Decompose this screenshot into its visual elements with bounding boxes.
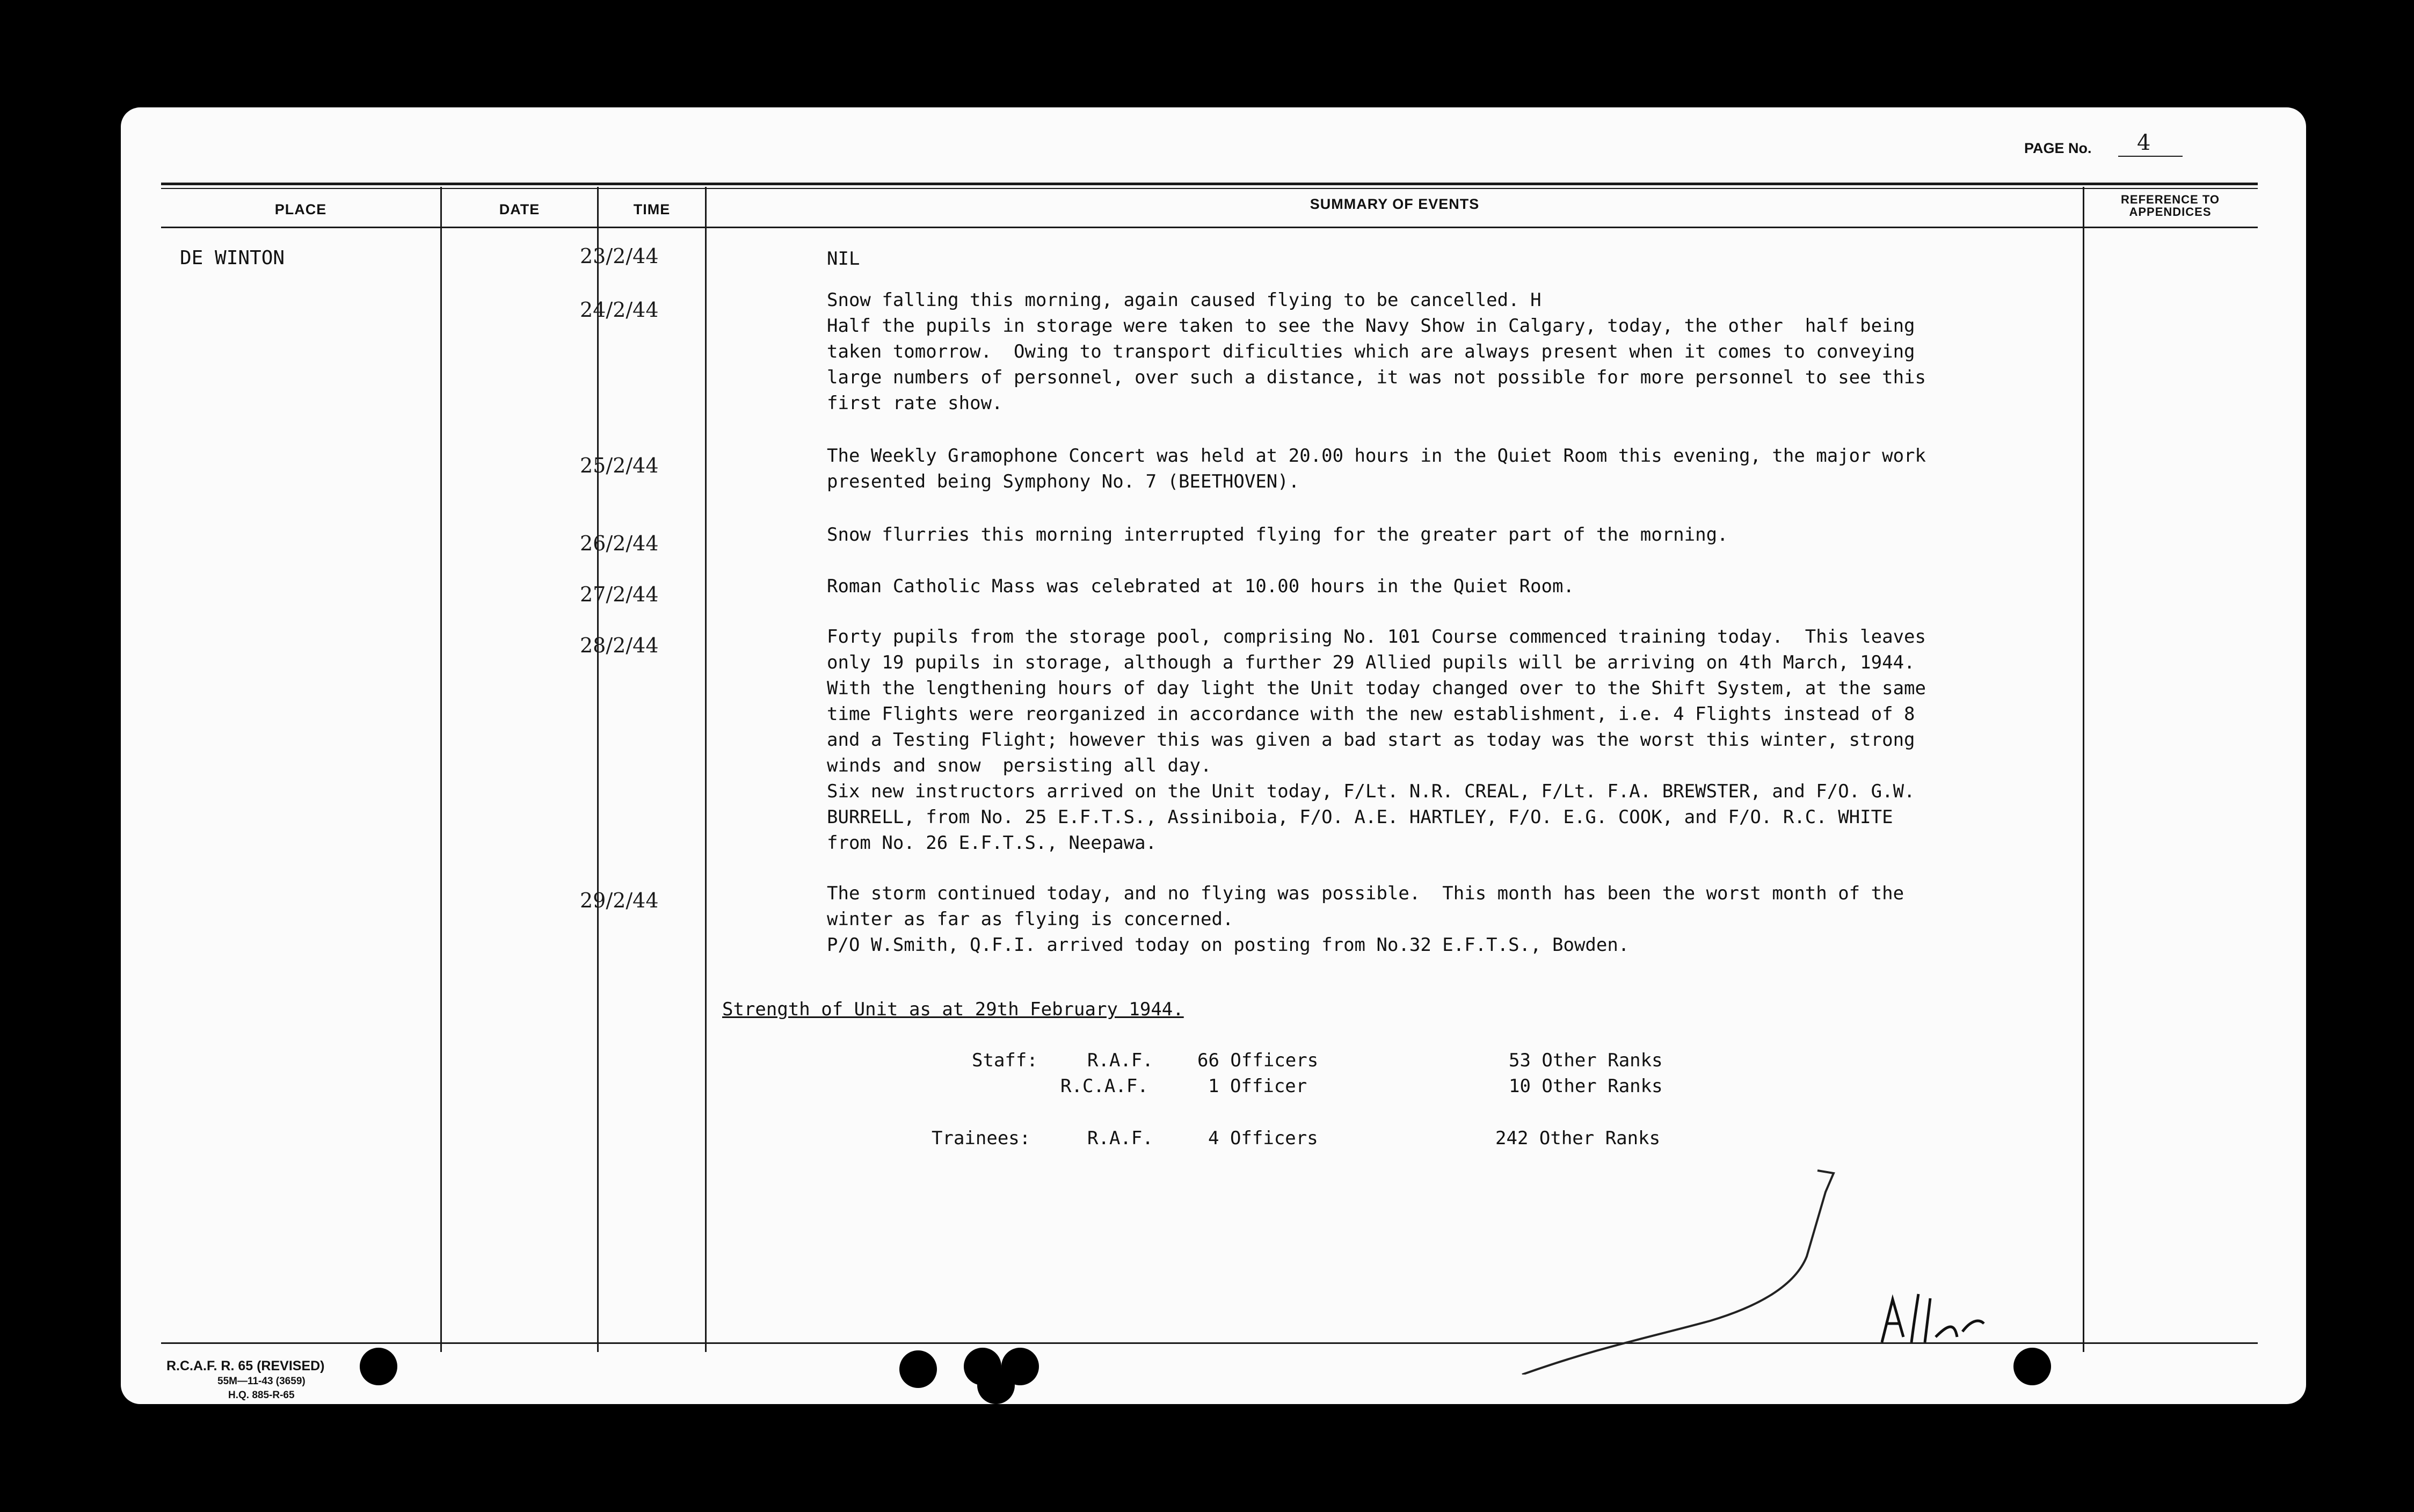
header-date: DATE xyxy=(499,201,540,217)
staff-label: Staff: xyxy=(972,1050,1038,1071)
entry-text: The Weekly Gramophone Concert was held at 20.00 hours in the Quiet Room this evening, the major work presented being Symphony No. 7 (BEETHOVEN). xyxy=(827,445,1926,492)
page-number-label: PAGE No. xyxy=(2024,140,2092,156)
entry-text: Snow falling this morning, again caused flying to be cancelled. H Half the pupils in storage were taken to see the Navy Show in Calgary, today, the other half being taken tomorrow. Owing to transport dificulties which are always present when it comes to conveying large numbers of personnel, over such a distance, it was not possible for more personnel to see this first rate show. xyxy=(827,289,1926,414)
top-rule-thin xyxy=(161,188,2258,189)
trainees-label: Trainees: xyxy=(932,1128,1031,1149)
strength-officers: 4 Officers xyxy=(1208,1128,1318,1149)
strength-title: Strength of Unit as at 29th February 1944. xyxy=(722,999,1184,1020)
entry-date: 23/2/44 xyxy=(580,244,659,268)
entry-date: 26/2/44 xyxy=(580,532,659,555)
punch-hole xyxy=(2013,1348,2051,1385)
entry-date: 28/2/44 xyxy=(580,634,659,657)
strength-officers: 1 Officer xyxy=(1208,1075,1307,1097)
col-divider-date-time xyxy=(597,187,599,1352)
signature xyxy=(1517,1160,2000,1375)
strength-officers: 66 Officers xyxy=(1197,1050,1319,1071)
strength-force: R.A.F. xyxy=(1087,1128,1153,1149)
entry-text: Roman Catholic Mass was celebrated at 10.00 hours in the Quiet Room. xyxy=(827,576,1574,597)
form-print-code: 55M—11-43 (3659) xyxy=(217,1376,306,1387)
entry-date: 25/2/44 xyxy=(580,454,659,477)
punch-hole xyxy=(977,1366,1015,1404)
form-hq-code: H.Q. 885-R-65 xyxy=(228,1390,295,1401)
page-number-value: 4 xyxy=(2137,130,2151,155)
header-place: PLACE xyxy=(274,201,327,217)
strength-others: 10 Other Ranks xyxy=(1509,1075,1663,1097)
header-reference-line1: REFERENCE TO xyxy=(2121,193,2220,206)
strength-others: 242 Other Ranks xyxy=(1495,1128,1661,1149)
header-time: TIME xyxy=(633,201,671,217)
strength-force: R.C.A.F. xyxy=(1060,1075,1148,1097)
col-divider-time-summary xyxy=(705,187,707,1352)
entry-text: NIL xyxy=(827,248,860,270)
entry-text: Snow flurries this morning interrupted flying for the greater part of the morning. xyxy=(827,524,1728,546)
strength-others: 53 Other Ranks xyxy=(1509,1050,1663,1071)
top-rule-thick xyxy=(161,183,2258,185)
diary-sheet xyxy=(121,107,2306,1404)
entry-text: The storm continued today, and no flying was possible. This month has been the worst month of the winter as far as flying is concerned. P/O W.Smith, Q.F.I. arrived today on posting from No.32 E.F.T.S., Bowden. xyxy=(827,883,1904,956)
entry-date: 27/2/44 xyxy=(580,583,659,606)
entry-text: Forty pupils from the storage pool, comprising No. 101 Course commenced training today. This leaves only 19 pupils in storage, although a further 29 Allied pupils will be arriving on 4th March, 1944. With the lengthening hours of day light the Unit today changed over to the Shift System, at the same time Flights were reorganized in accordance with the new establishment, i.e. 4 Flights instead of 8 and a Testing Flight; however this was given a bad start as today was the worst this winter, strong winds and snow persisting all day. Six new instructors arrived on the Unit today, F/Lt. N.R. CREAL, F/Lt. F.A. BREWSTER, and F/O. G.W. BURRELL, from No. 25 E.F.T.S., Assiniboia, F/O. A.E. HARTLEY, F/O. E.G. COOK, and F/O. R.C. WHITE from No. 26 E.F.T.S., Neepawa. xyxy=(827,626,1926,854)
header-reference xyxy=(2084,193,2256,219)
header-reference-line2: APPENDICES xyxy=(2129,205,2212,219)
strength-force: R.A.F. xyxy=(1087,1050,1153,1071)
col-divider-place-date xyxy=(440,187,442,1352)
place-value: DE WINTON xyxy=(180,247,285,269)
entry-date: 24/2/44 xyxy=(580,298,659,322)
header-rule xyxy=(161,227,2258,228)
page-number-underline xyxy=(2118,156,2183,157)
header-summary: SUMMARY OF EVENTS xyxy=(1310,196,1480,212)
punch-hole xyxy=(899,1350,937,1388)
punch-hole xyxy=(360,1348,397,1385)
form-number: R.C.A.F. R. 65 (REVISED) xyxy=(166,1358,325,1373)
entry-date: 29/2/44 xyxy=(580,889,659,912)
